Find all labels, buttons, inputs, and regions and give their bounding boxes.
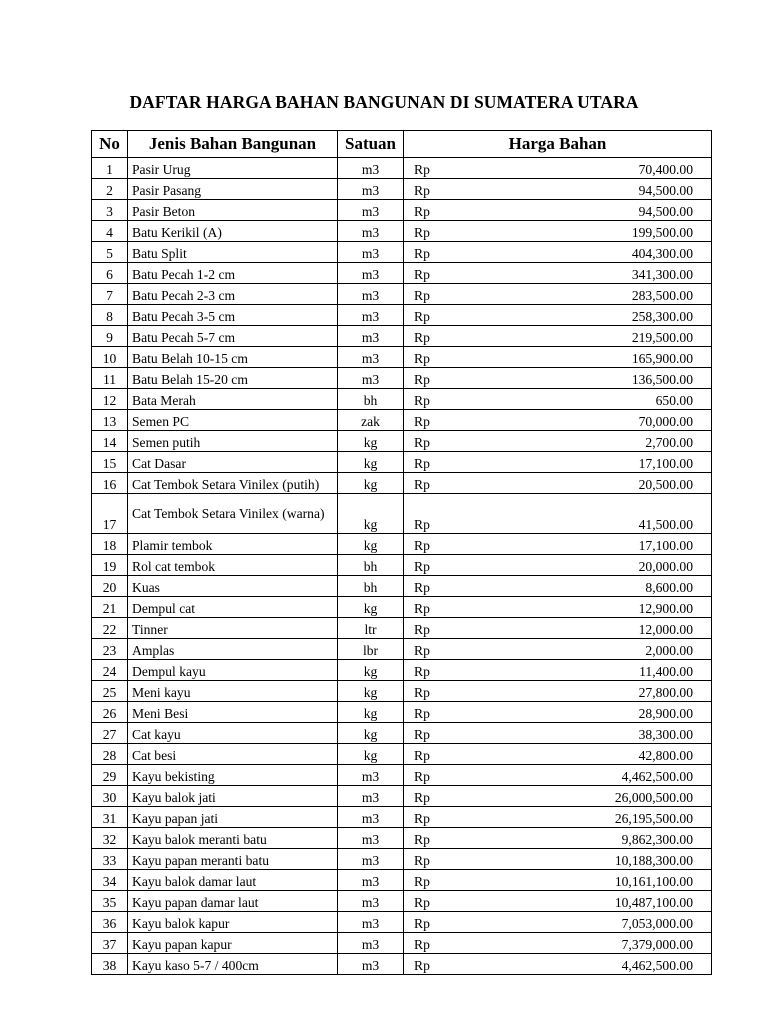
row-number: 25 [92, 681, 128, 702]
price-cell [404, 576, 712, 597]
row-number: 2 [92, 179, 128, 200]
row-number: 9 [92, 326, 128, 347]
price-amount: 9,862,300.00 [621, 832, 693, 847]
currency-label: Rp [414, 517, 430, 532]
price-cell [404, 242, 712, 263]
row-number: 8 [92, 305, 128, 326]
table-row [92, 660, 712, 681]
row-number: 17 [92, 494, 128, 534]
row-number: 27 [92, 723, 128, 744]
material-name: Batu Split [128, 242, 338, 263]
table-row [92, 263, 712, 284]
material-name: Kuas [128, 576, 338, 597]
price-amount: 650.00 [655, 393, 693, 408]
row-number: 30 [92, 786, 128, 807]
currency-label: Rp [414, 685, 430, 700]
material-name: Rol cat tembok [128, 555, 338, 576]
material-name: Pasir Urug [128, 158, 338, 179]
table-header-row [92, 131, 712, 158]
material-name: Semen putih [128, 431, 338, 452]
unit-cell: bh [338, 555, 404, 576]
currency-label: Rp [414, 225, 430, 240]
currency-label: Rp [414, 351, 430, 366]
row-number: 15 [92, 452, 128, 473]
price-amount: 12,000.00 [638, 622, 693, 637]
material-name: Kayu balok jati [128, 786, 338, 807]
unit-cell: kg [338, 494, 404, 534]
price-amount: 27,800.00 [638, 685, 693, 700]
currency-label: Rp [414, 853, 430, 868]
table-row [92, 744, 712, 765]
price-amount: 11,400.00 [639, 664, 693, 679]
unit-cell: m3 [338, 158, 404, 179]
price-cell [404, 179, 712, 200]
row-number: 13 [92, 410, 128, 431]
row-number: 24 [92, 660, 128, 681]
price-cell [404, 702, 712, 723]
price-cell [404, 368, 712, 389]
row-number: 20 [92, 576, 128, 597]
unit-cell: bh [338, 389, 404, 410]
material-name: Kayu kaso 5-7 / 400cm [128, 954, 338, 975]
material-name: Batu Pecah 1-2 cm [128, 263, 338, 284]
price-amount: 258,300.00 [631, 309, 693, 324]
unit-cell: kg [338, 431, 404, 452]
row-number: 14 [92, 431, 128, 452]
price-cell [404, 618, 712, 639]
price-amount: 70,400.00 [638, 162, 693, 177]
table-row [92, 912, 712, 933]
material-name: Kayu balok meranti batu [128, 828, 338, 849]
unit-cell: kg [338, 681, 404, 702]
material-name: Kayu papan kapur [128, 933, 338, 954]
price-cell [404, 744, 712, 765]
currency-label: Rp [414, 580, 430, 595]
price-amount: 7,053,000.00 [621, 916, 693, 931]
table-row [92, 452, 712, 473]
price-amount: 4,462,500.00 [621, 769, 693, 784]
unit-cell: m3 [338, 954, 404, 975]
table-row [92, 158, 712, 179]
unit-cell: m3 [338, 807, 404, 828]
row-number: 23 [92, 639, 128, 660]
currency-label: Rp [414, 330, 430, 345]
unit-cell: ltr [338, 618, 404, 639]
row-number: 37 [92, 933, 128, 954]
price-amount: 17,100.00 [638, 456, 693, 471]
table-row [92, 494, 712, 534]
price-cell [404, 305, 712, 326]
row-number: 36 [92, 912, 128, 933]
price-amount: 136,500.00 [631, 372, 693, 387]
table-row [92, 576, 712, 597]
table-row [92, 891, 712, 912]
currency-label: Rp [414, 769, 430, 784]
unit-cell: m3 [338, 828, 404, 849]
page-title: DAFTAR HARGA BAHAN BANGUNAN DI SUMATERA UTARA [129, 92, 639, 112]
currency-label: Rp [414, 538, 430, 553]
table-row [92, 389, 712, 410]
price-cell [404, 660, 712, 681]
unit-cell: kg [338, 534, 404, 555]
price-amount: 10,161,100.00 [614, 874, 693, 889]
row-number: 33 [92, 849, 128, 870]
price-amount: 283,500.00 [631, 288, 693, 303]
price-amount: 17,100.00 [638, 538, 693, 553]
material-name: Tinner [128, 618, 338, 639]
price-cell [404, 681, 712, 702]
unit-cell: m3 [338, 326, 404, 347]
currency-label: Rp [414, 393, 430, 408]
row-number: 11 [92, 368, 128, 389]
currency-label: Rp [414, 916, 430, 931]
unit-cell: lbr [338, 639, 404, 660]
table-row [92, 284, 712, 305]
price-amount: 70,000.00 [638, 414, 693, 429]
material-name: Kayu papan meranti batu [128, 849, 338, 870]
row-number: 38 [92, 954, 128, 975]
material-name: Cat Tembok Setara Vinilex (putih) [128, 473, 338, 494]
price-cell [404, 158, 712, 179]
price-amount: 10,487,100.00 [614, 895, 693, 910]
table-body [92, 158, 712, 975]
table-row [92, 368, 712, 389]
price-amount: 26,000,500.00 [614, 790, 693, 805]
currency-label: Rp [414, 456, 430, 471]
material-name: Bata Merah [128, 389, 338, 410]
table-row [92, 473, 712, 494]
unit-cell: m3 [338, 284, 404, 305]
material-name: Batu Kerikil (A) [128, 221, 338, 242]
currency-label: Rp [414, 664, 430, 679]
row-number: 34 [92, 870, 128, 891]
price-cell [404, 933, 712, 954]
unit-cell: m3 [338, 263, 404, 284]
row-number: 32 [92, 828, 128, 849]
price-amount: 38,300.00 [638, 727, 693, 742]
unit-cell: m3 [338, 242, 404, 263]
currency-label: Rp [414, 162, 430, 177]
table-row [92, 410, 712, 431]
material-name: Kayu papan jati [128, 807, 338, 828]
currency-label: Rp [414, 288, 430, 303]
price-amount: 7,379,000.00 [621, 937, 693, 952]
unit-cell: m3 [338, 179, 404, 200]
material-name: Meni kayu [128, 681, 338, 702]
material-name: Pasir Beton [128, 200, 338, 221]
price-amount: 2,000.00 [645, 643, 693, 658]
material-name: Cat Tembok Setara Vinilex (warna) [128, 494, 338, 534]
price-cell [404, 639, 712, 660]
price-amount: 41,500.00 [638, 517, 693, 532]
price-amount: 94,500.00 [638, 204, 693, 219]
price-cell [404, 555, 712, 576]
unit-cell: m3 [338, 933, 404, 954]
price-amount: 404,300.00 [631, 246, 693, 261]
price-cell [404, 534, 712, 555]
unit-cell: kg [338, 723, 404, 744]
material-name: Cat kayu [128, 723, 338, 744]
unit-cell: m3 [338, 891, 404, 912]
price-table [91, 130, 712, 975]
currency-label: Rp [414, 643, 430, 658]
material-name: Plamir tembok [128, 534, 338, 555]
row-number: 26 [92, 702, 128, 723]
unit-cell: m3 [338, 347, 404, 368]
row-number: 18 [92, 534, 128, 555]
row-number: 3 [92, 200, 128, 221]
currency-label: Rp [414, 267, 430, 282]
material-name: Batu Pecah 2-3 cm [128, 284, 338, 305]
currency-label: Rp [414, 246, 430, 261]
row-number: 5 [92, 242, 128, 263]
price-amount: 12,900.00 [638, 601, 693, 616]
currency-label: Rp [414, 477, 430, 492]
table-row [92, 786, 712, 807]
price-amount: 26,195,500.00 [614, 811, 693, 826]
row-number: 1 [92, 158, 128, 179]
price-cell [404, 200, 712, 221]
unit-cell: m3 [338, 305, 404, 326]
price-cell [404, 891, 712, 912]
row-number: 21 [92, 597, 128, 618]
table-row [92, 639, 712, 660]
table-row [92, 221, 712, 242]
table-row [92, 347, 712, 368]
unit-cell: kg [338, 744, 404, 765]
price-cell [404, 912, 712, 933]
table-row [92, 242, 712, 263]
table-row [92, 807, 712, 828]
material-name: Batu Pecah 5-7 cm [128, 326, 338, 347]
unit-cell: m3 [338, 870, 404, 891]
price-cell [404, 284, 712, 305]
row-number: 19 [92, 555, 128, 576]
table-row [92, 555, 712, 576]
material-name: Pasir Pasang [128, 179, 338, 200]
price-cell [404, 723, 712, 744]
price-amount: 165,900.00 [631, 351, 693, 366]
price-amount: 42,800.00 [638, 748, 693, 763]
price-amount: 2,700.00 [645, 435, 693, 450]
table-row [92, 723, 712, 744]
material-name: Kayu papan damar laut [128, 891, 338, 912]
price-amount: 8,600.00 [645, 580, 693, 595]
row-number: 10 [92, 347, 128, 368]
row-number: 29 [92, 765, 128, 786]
row-number: 22 [92, 618, 128, 639]
price-cell [404, 786, 712, 807]
price-cell [404, 807, 712, 828]
currency-label: Rp [414, 790, 430, 805]
currency-label: Rp [414, 748, 430, 763]
table-row [92, 618, 712, 639]
material-name: Kayu balok damar laut [128, 870, 338, 891]
row-number: 7 [92, 284, 128, 305]
price-cell [404, 263, 712, 284]
price-cell [404, 431, 712, 452]
unit-cell: kg [338, 473, 404, 494]
table-row [92, 179, 712, 200]
header-no: No [92, 131, 128, 158]
table-row [92, 828, 712, 849]
price-cell [404, 452, 712, 473]
currency-label: Rp [414, 706, 430, 721]
price-amount: 20,500.00 [638, 477, 693, 492]
row-number: 4 [92, 221, 128, 242]
price-cell [404, 494, 712, 534]
table-row [92, 597, 712, 618]
table-row [92, 702, 712, 723]
price-cell [404, 597, 712, 618]
table-row [92, 326, 712, 347]
table-row [92, 681, 712, 702]
material-name: Kayu balok kapur [128, 912, 338, 933]
price-amount: 341,300.00 [631, 267, 693, 282]
price-cell [404, 765, 712, 786]
currency-label: Rp [414, 895, 430, 910]
row-number: 28 [92, 744, 128, 765]
material-name: Cat besi [128, 744, 338, 765]
price-cell [404, 849, 712, 870]
unit-cell: m3 [338, 765, 404, 786]
price-amount: 199,500.00 [631, 225, 693, 240]
price-amount: 28,900.00 [638, 706, 693, 721]
price-cell [404, 410, 712, 431]
price-cell [404, 870, 712, 891]
material-name: Batu Belah 15-20 cm [128, 368, 338, 389]
price-cell [404, 326, 712, 347]
price-cell [404, 473, 712, 494]
row-number: 35 [92, 891, 128, 912]
currency-label: Rp [414, 414, 430, 429]
table-row [92, 849, 712, 870]
currency-label: Rp [414, 937, 430, 952]
currency-label: Rp [414, 601, 430, 616]
price-amount: 4,462,500.00 [621, 958, 693, 973]
table-row [92, 870, 712, 891]
table-row [92, 200, 712, 221]
material-name: Cat Dasar [128, 452, 338, 473]
currency-label: Rp [414, 372, 430, 387]
unit-cell: m3 [338, 849, 404, 870]
currency-label: Rp [414, 811, 430, 826]
price-amount: 219,500.00 [631, 330, 693, 345]
header-price: Harga Bahan [404, 131, 712, 158]
price-amount: 10,188,300.00 [614, 853, 693, 868]
currency-label: Rp [414, 204, 430, 219]
currency-label: Rp [414, 622, 430, 637]
currency-label: Rp [414, 183, 430, 198]
table-row [92, 933, 712, 954]
material-name: Batu Belah 10-15 cm [128, 347, 338, 368]
unit-cell: zak [338, 410, 404, 431]
table-row [92, 765, 712, 786]
material-name: Semen PC [128, 410, 338, 431]
unit-cell: kg [338, 702, 404, 723]
header-unit: Satuan [338, 131, 404, 158]
currency-label: Rp [414, 727, 430, 742]
table-row [92, 534, 712, 555]
row-number: 12 [92, 389, 128, 410]
unit-cell: m3 [338, 786, 404, 807]
currency-label: Rp [414, 435, 430, 450]
material-name: Kayu bekisting [128, 765, 338, 786]
unit-cell: m3 [338, 912, 404, 933]
material-name: Dempul kayu [128, 660, 338, 681]
unit-cell: kg [338, 452, 404, 473]
table-row [92, 431, 712, 452]
material-name: Amplas [128, 639, 338, 660]
price-cell [404, 828, 712, 849]
currency-label: Rp [414, 559, 430, 574]
price-cell [404, 389, 712, 410]
price-cell [404, 221, 712, 242]
material-name: Meni Besi [128, 702, 338, 723]
price-amount: 20,000.00 [638, 559, 693, 574]
currency-label: Rp [414, 309, 430, 324]
currency-label: Rp [414, 874, 430, 889]
unit-cell: m3 [338, 368, 404, 389]
row-number: 16 [92, 473, 128, 494]
currency-label: Rp [414, 832, 430, 847]
material-name: Batu Pecah 3-5 cm [128, 305, 338, 326]
price-cell [404, 347, 712, 368]
price-amount: 94,500.00 [638, 183, 693, 198]
currency-label: Rp [414, 958, 430, 973]
unit-cell: kg [338, 660, 404, 681]
material-name: Dempul cat [128, 597, 338, 618]
row-number: 31 [92, 807, 128, 828]
table-row [92, 305, 712, 326]
unit-cell: m3 [338, 200, 404, 221]
row-number: 6 [92, 263, 128, 284]
unit-cell: bh [338, 576, 404, 597]
unit-cell: kg [338, 597, 404, 618]
unit-cell: m3 [338, 221, 404, 242]
price-cell [404, 954, 712, 975]
header-material-name: Jenis Bahan Bangunan [128, 131, 338, 158]
table-row [92, 954, 712, 975]
